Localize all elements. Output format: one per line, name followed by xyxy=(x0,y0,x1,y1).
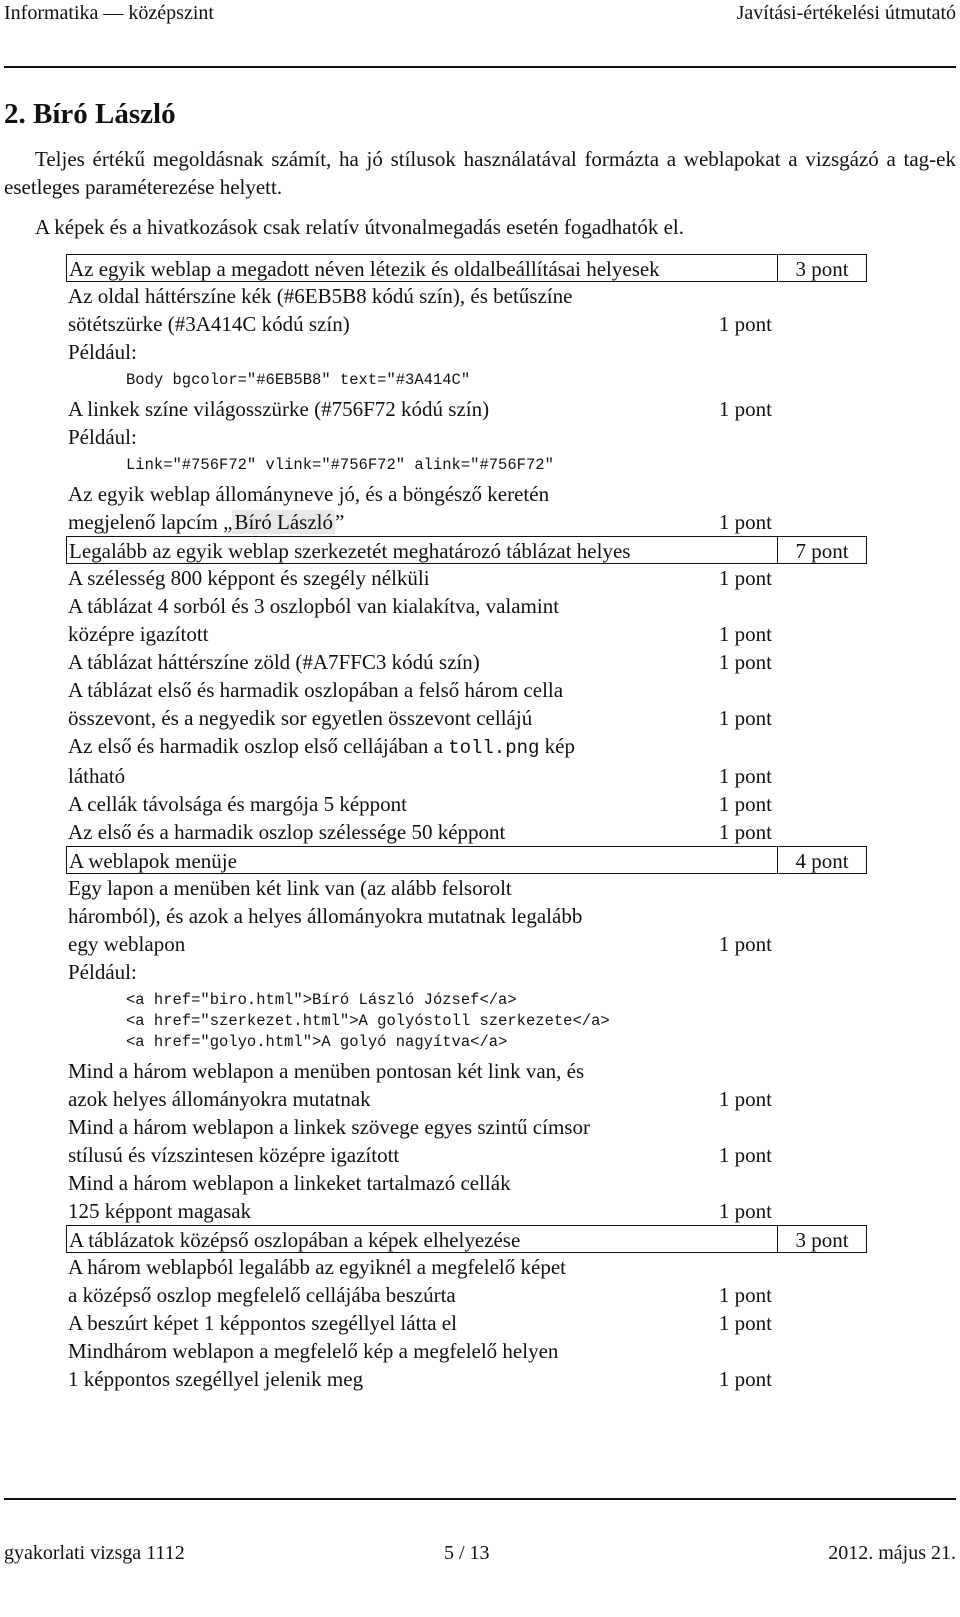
section-title: 2. Bíró László xyxy=(4,98,176,130)
criterion-points: 1 pont xyxy=(718,792,772,816)
criterion-line: A három weblapból legalább az egyiknél a megfelelő képet xyxy=(68,1255,566,1279)
code-line: Link="#756F72" vlink="#756F72" alink="#756F72" xyxy=(126,456,554,474)
group-title: Az egyik weblap a megadott néven létezik és oldalbeállításai helyesek xyxy=(69,257,660,281)
group-title: Legalább az egyik weblap szerkezetét meghatározó táblázat helyes xyxy=(69,539,631,563)
criterion-line: 125 képpont magasak xyxy=(68,1199,252,1223)
intro-paragraph-1: Teljes értékű megoldásnak számít, ha jó stílusok használatával formázta a weblapokat a vizsgázó a tag-ek esetleges paraméterezése helyett. xyxy=(4,147,956,199)
criterion-points: 1 pont xyxy=(718,706,772,730)
header-left: Informatika — középszint xyxy=(4,2,214,24)
footer-rule xyxy=(4,1498,956,1500)
criterion-row xyxy=(68,648,896,676)
criterion-points: 1 pont xyxy=(718,1143,772,1167)
group-points: 3 pont xyxy=(777,254,867,282)
group-header xyxy=(66,536,849,564)
code-line: Body bgcolor="#6EB5B8" text="#3A414C" xyxy=(126,371,471,389)
criterion-points: 1 pont xyxy=(718,1283,772,1307)
code-line: <a href="golyo.html">A golyó nagyítva</a> xyxy=(126,1033,508,1051)
criterion-line: középre igazított xyxy=(68,622,209,646)
page-header xyxy=(4,0,956,26)
header-rule xyxy=(4,66,956,68)
code-example xyxy=(68,366,896,395)
criterion-line: A táblázat 4 sorból és 3 oszlopból van kialakítva, valamint xyxy=(68,594,560,618)
criterion-line: Az oldal háttérszíne kék (#6EB5B8 kódú szín), és betűszíne xyxy=(68,284,573,308)
group-header xyxy=(66,254,849,282)
criterion-points: 1 pont xyxy=(718,764,772,788)
criterion-row xyxy=(68,676,896,732)
criterion-row xyxy=(68,395,896,423)
criterion-line: A táblázat első és harmadik oszlopában a felső három cella xyxy=(68,678,564,702)
criterion-line: A cellák távolsága és margója 5 képpont xyxy=(68,792,408,816)
criterion-text: kép xyxy=(539,734,575,758)
criterion-points: 1 pont xyxy=(718,650,772,674)
criterion-line: Mindhárom weblapon a megfelelő kép a megfelelő helyen xyxy=(68,1339,559,1363)
criterion-row xyxy=(68,790,896,818)
criterion-line: 1 képpontos szegéllyel jelenik meg xyxy=(68,1367,364,1391)
criterion-line: Mind a három weblapon a menüben pontosan két link van, és xyxy=(68,1059,585,1083)
code-example xyxy=(68,451,896,480)
group-title: A weblapok menüje xyxy=(69,849,237,873)
criterion-row xyxy=(68,1113,896,1169)
criterion-line: háromból), és azok a helyes állományokra mutatnak legalább xyxy=(68,904,583,928)
group-header xyxy=(66,846,849,874)
grading-content xyxy=(68,254,896,1393)
criterion-line: Az első és a harmadik oszlop szélessége 50 képpont xyxy=(68,820,506,844)
group-title: A táblázatok középső oszlopában a képek elhelyezése xyxy=(69,1228,521,1252)
criterion-line xyxy=(68,732,896,762)
criterion-line: sötétszürke (#3A414C kódú szín) xyxy=(68,312,350,336)
footer-exam: gyakorlati vizsga 1112 xyxy=(4,1542,185,1564)
code-example xyxy=(68,986,896,1057)
criterion-row xyxy=(68,282,896,338)
group-points: 4 pont xyxy=(777,846,867,874)
criterion-line: A szélesség 800 képpont és szegély nélküli xyxy=(68,566,430,590)
criterion-row xyxy=(68,874,896,958)
criterion-row xyxy=(68,1253,896,1309)
criterion-line: Mind a három weblapon a linkek szövege egyes szintű címsor xyxy=(68,1115,590,1139)
criterion-points: 1 pont xyxy=(718,1087,772,1111)
criterion-line: összevont, és a negyedik sor egyetlen összevont cellájú xyxy=(68,706,533,730)
group-points: 7 pont xyxy=(777,536,867,564)
criterion-points: 1 pont xyxy=(718,1367,772,1391)
criterion-row xyxy=(68,732,896,790)
criterion-points: 1 pont xyxy=(718,622,772,646)
criterion-line: stílusú és vízszintesen középre igazított xyxy=(68,1143,400,1167)
example-label: Például: xyxy=(68,960,137,984)
criterion-points: 1 pont xyxy=(718,397,772,421)
tab-title-highlight: Bíró László xyxy=(234,510,333,534)
code-line: <a href="szerkezet.html">A golyóstoll szerkezete</a> xyxy=(126,1012,610,1030)
criterion-line: Mind a három weblapon a linkeket tartalmazó cellák xyxy=(68,1171,511,1195)
criterion-row xyxy=(68,564,896,592)
criterion-text: megjelenő lapcím „ xyxy=(68,510,233,534)
criterion-row xyxy=(68,818,896,846)
criterion-points: 1 pont xyxy=(718,510,772,534)
criterion-line: a középső oszlop megfelelő cellájába beszúrta xyxy=(68,1283,456,1307)
criterion-line: A linkek színe világosszürke (#756F72 kódú szín) xyxy=(68,397,490,421)
code-line: <a href="biro.html">Bíró László József</a> xyxy=(126,991,517,1009)
criterion-text: Az első és harmadik oszlop első cellájában a xyxy=(68,734,449,758)
example-label: Például: xyxy=(68,340,137,364)
criterion-points: 1 pont xyxy=(718,932,772,956)
group-header xyxy=(66,1225,849,1253)
criterion-row xyxy=(68,1309,896,1337)
criterion-line: Egy lapon a menüben két link van (az alább felsorolt xyxy=(68,876,512,900)
criterion-points: 1 pont xyxy=(718,566,772,590)
criterion-points: 1 pont xyxy=(718,312,772,336)
criterion-text: ” xyxy=(335,510,345,534)
example-label: Például: xyxy=(68,425,137,449)
criterion-row xyxy=(68,480,896,536)
header-right: Javítási-értékelési útmutató xyxy=(736,2,956,24)
group-points: 3 pont xyxy=(777,1225,867,1253)
image-filename: toll.png xyxy=(448,737,540,759)
footer-page-number: 5 / 13 xyxy=(444,1542,490,1564)
criterion-line: A beszúrt képet 1 képpontos szegéllyel látta el xyxy=(68,1311,457,1335)
criterion-row xyxy=(68,592,896,648)
criterion-row xyxy=(68,1169,896,1225)
criterion-line: látható xyxy=(68,764,126,788)
criterion-line: azok helyes állományokra mutatnak xyxy=(68,1087,371,1111)
criterion-line: A táblázat háttérszíne zöld (#A7FFC3 kódú szín) xyxy=(68,650,480,674)
footer-date: 2012. május 21. xyxy=(828,1542,956,1564)
criterion-line: egy weblapon xyxy=(68,932,186,956)
criterion-row xyxy=(68,1057,896,1113)
criterion-row xyxy=(68,1337,896,1393)
criterion-points: 1 pont xyxy=(718,1311,772,1335)
intro-paragraph-2: A képek és a hivatkozások csak relatív útvonalmegadás esetén fogadhatók el. xyxy=(35,215,685,239)
criterion-points: 1 pont xyxy=(718,1199,772,1223)
criterion-line: Az egyik weblap állományneve jó, és a böngésző keretén xyxy=(68,482,550,506)
criterion-points: 1 pont xyxy=(718,820,772,844)
